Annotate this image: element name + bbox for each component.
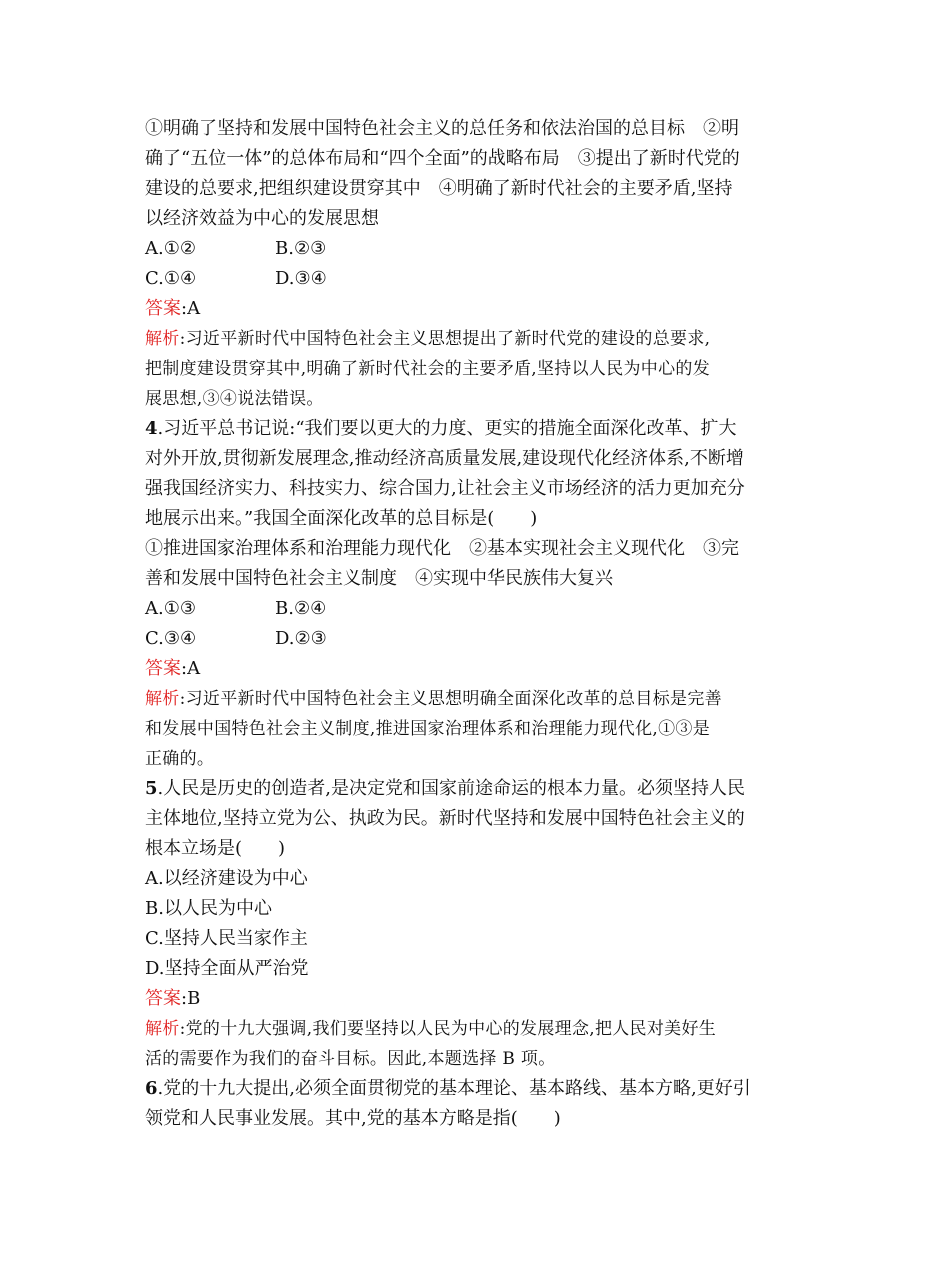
q3-explanation-line [145, 324, 785, 354]
explanation-text: :党的十九大强调,我们要坚持以人民为中心的发展理念,把人民对美好生 [179, 1019, 717, 1039]
question-number: 5 [145, 778, 158, 799]
q3-options-row [145, 264, 785, 294]
q4-stem-line [145, 414, 785, 444]
q4-statement-line: ①推进国家治理体系和治理能力现代化 ②基本实现社会主义现代化 ③完 [145, 538, 739, 559]
question-number: 4 [145, 418, 158, 439]
q3-options-row [145, 234, 785, 264]
explanation-text: :习近平新时代中国特色社会主义思想提出了新时代党的建设的总要求, [179, 329, 711, 349]
q4-stem-line: 强我国经济实力、科技实力、综合国力,让社会主义市场经济的活力更加充分 [145, 478, 745, 499]
q6-stem-line [145, 1074, 785, 1104]
q4-options-row [145, 594, 785, 624]
answer-value: :B [181, 988, 201, 1009]
answer-label: 答案 [145, 658, 181, 679]
q3-option-a: A.①② [145, 238, 196, 259]
q4-option-a: A.①③ [145, 598, 196, 619]
q5-stem-line: 主体地位,坚持立党为公、执政为民。新时代坚持和发展中国特色社会主义的 [145, 808, 745, 829]
q3-option-d: D.③④ [275, 268, 327, 289]
q5-option-d: D.坚持全面从严治党 [145, 958, 309, 979]
q3-explanation-line: 把制度建设贯穿其中,明确了新时代社会的主要矛盾,坚持以人民为中心的发 [145, 359, 711, 379]
q4-stem-line: 对外开放,贯彻新发展理念,推动经济高质量发展,建设现代化经济体系,不断增 [145, 448, 744, 469]
question-stem-text: .习近平总书记说:“我们要以更大的力度、更实的措施全面深化改革、扩大 [157, 418, 737, 439]
question-number: 6 [145, 1078, 158, 1099]
q4-explanation-line [145, 684, 785, 714]
q5-explanation-line: 活的需要作为我们的奋斗目标。因此,本题选择 B 项。 [145, 1049, 556, 1069]
q4-stem-line: 地展示出来。”我国全面深化改革的总目标是( ) [145, 508, 538, 529]
q6-stem-line: 领党和人民事业发展。其中,党的基本方略是指( ) [145, 1108, 561, 1129]
q5-option-c: C.坚持人民当家作主 [145, 928, 308, 949]
q4-explanation-line: 和发展中国特色社会主义制度,推进国家治理体系和治理能力现代化,①③是 [145, 719, 711, 739]
q3-statement-line: 以经济效益为中心的发展思想 [145, 208, 379, 229]
q4-statement-line: 善和发展中国特色社会主义制度 ④实现中华民族伟大复兴 [145, 568, 613, 589]
answer-value: :A [181, 658, 201, 679]
explanation-label: 解析 [145, 329, 180, 349]
q3-statement-line: 确了“五位一体”的总体布局和“四个全面”的战略布局 ③提出了新时代党的 [145, 148, 740, 169]
answer-label: 答案 [145, 298, 181, 319]
q4-answer [145, 654, 785, 684]
explanation-label: 解析 [145, 1019, 180, 1039]
question-content [145, 114, 785, 1134]
q3-statement-line: ①明确了坚持和发展中国特色社会主义的总任务和依法治国的总目标 ②明 [145, 118, 739, 139]
q5-explanation-line [145, 1014, 785, 1044]
question-stem-text: .人民是历史的创造者,是决定党和国家前途命运的根本力量。必须坚持人民 [157, 778, 745, 799]
q5-stem-line: 根本立场是( ) [145, 838, 286, 859]
q3-answer [145, 294, 785, 324]
q4-option-d: D.②③ [275, 628, 327, 649]
q5-answer [145, 984, 785, 1014]
q4-explanation-line: 正确的。 [145, 749, 215, 769]
answer-label: 答案 [145, 988, 181, 1009]
explanation-text: :习近平新时代中国特色社会主义思想明确全面深化改革的总目标是完善 [179, 689, 722, 709]
q3-explanation-line: 展思想,③④说法错误。 [145, 389, 324, 409]
q3-statement-line: 建设的总要求,把组织建设贯穿其中 ④明确了新时代社会的主要矛盾,坚持 [145, 178, 733, 199]
answer-value: :A [181, 298, 201, 319]
explanation-label: 解析 [145, 689, 180, 709]
q4-option-b: B.②④ [275, 598, 327, 619]
q5-stem-line [145, 774, 785, 804]
q3-option-b: B.②③ [275, 238, 327, 259]
question-stem-text: .党的十九大提出,必须全面贯彻党的基本理论、基本路线、基本方略,更好引 [157, 1078, 751, 1099]
q4-option-c: C.③④ [145, 628, 197, 649]
q4-options-row [145, 624, 785, 654]
q3-option-c: C.①④ [145, 268, 197, 289]
q5-option-b: B.以人民为中心 [145, 898, 272, 919]
q5-option-a: A.以经济建设为中心 [145, 868, 308, 889]
